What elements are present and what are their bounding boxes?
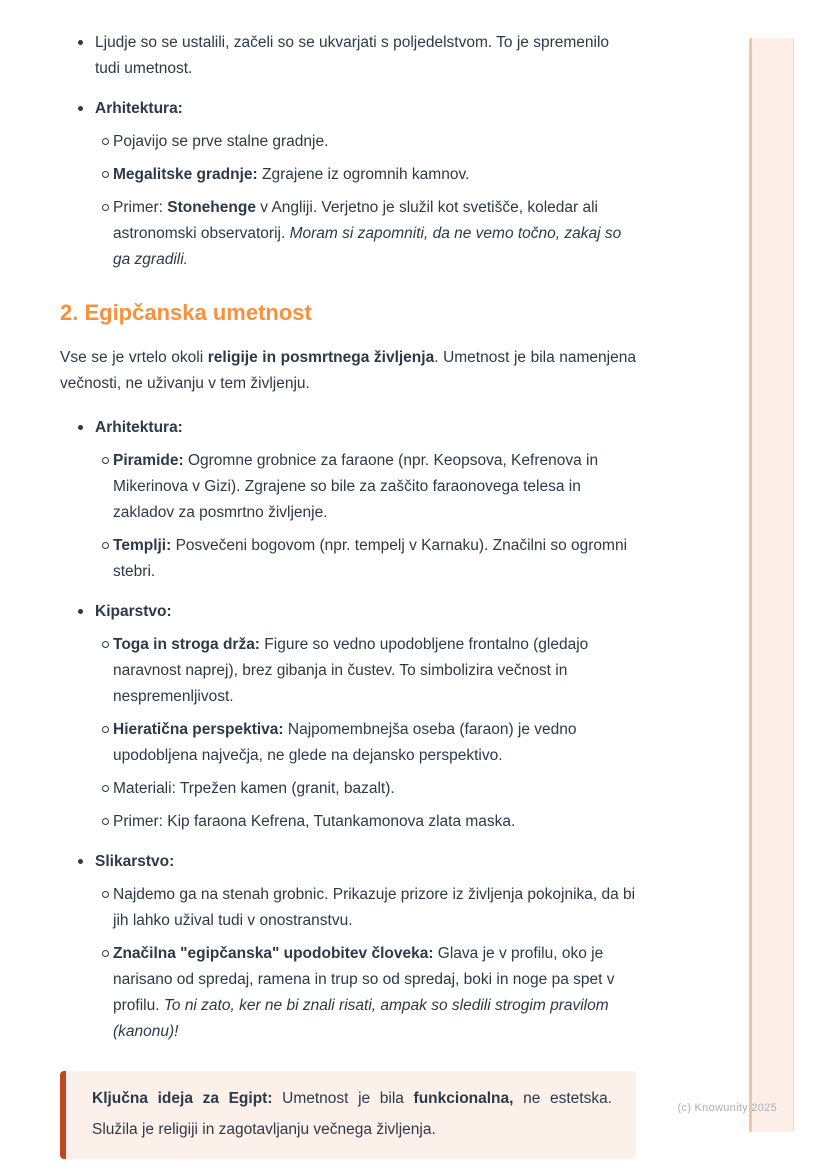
text-run: Megalitske gradnje:: [113, 166, 258, 183]
section-intro-paragraph: [60, 345, 636, 397]
text-run: Primer: Kip faraona Kefrena, Tutankamonova zlata maska.: [113, 813, 516, 830]
bullet-circle-icon: [102, 891, 109, 898]
list-item-text: [113, 945, 614, 1040]
text-run: Materiali: Trpežen kamen (granit, bazalt).: [113, 780, 395, 797]
list-item-text: [113, 721, 577, 764]
list-item: [60, 599, 636, 835]
text-run: Primer:: [113, 199, 168, 216]
bullet-circle-icon: [102, 457, 109, 464]
sub-list-item: [95, 448, 636, 526]
list-item-text: [113, 813, 515, 830]
text-run: To ni zato, ker ne bi znali risati, ampak so sledili strogim pravilom (kanonu)!: [113, 997, 609, 1040]
list-item-text: [113, 133, 328, 150]
text-run: Ogromne grobnice za faraone (npr. Keopsova, Kefrenova in Mikerinova v Gizi). Zgrajene so bile za zaščito faraonovega telesa in zakladov za posmrtno življenje.: [113, 452, 599, 521]
text-run: . Umetnost je bila namenjena večnosti, ne uživanju v tem življenju.: [60, 349, 636, 392]
text-run: Toga in stroga drža:: [113, 636, 260, 653]
list-item-text: [95, 100, 183, 117]
text-run: Templji:: [113, 537, 172, 554]
sub-list: [95, 882, 636, 1045]
sub-list-item: [95, 632, 636, 710]
list-item-text: [113, 199, 621, 268]
bullet-circle-icon: [102, 950, 109, 957]
list-item-text: [95, 34, 609, 77]
text-run: Moram si zapomniti, da ne vemo točno, zakaj so ga zgradili.: [113, 225, 622, 268]
text-run: religije in posmrtnega življenja: [207, 349, 435, 366]
text-run: Zgrajene iz ogromnih kamnov.: [257, 166, 470, 183]
bullet-circle-icon: [102, 171, 109, 178]
text-run: Kiparstvo:: [95, 603, 172, 620]
copyright-watermark: (c) Knowunity 2025: [677, 1102, 777, 1114]
sub-list-item: [95, 195, 636, 273]
text-run: Vse se je vrtelo okoli: [60, 349, 208, 366]
text-run: Ključna ideja za Egipt:: [92, 1090, 273, 1107]
text-run: Stonehenge: [167, 199, 256, 216]
sub-list-item: [95, 941, 636, 1045]
list-item-text: [95, 603, 172, 620]
bullet-circle-icon: [102, 204, 109, 211]
list-item: [60, 849, 636, 1045]
list-item-text: [95, 853, 174, 870]
bullet-list-main: [60, 415, 636, 1045]
text-run: Piramide:: [113, 452, 184, 469]
bullet-circle-icon: [102, 785, 109, 792]
sub-list-item: [95, 533, 636, 585]
sub-list-item: [95, 776, 636, 802]
sub-list-item: [95, 809, 636, 835]
list-item-text: [113, 166, 469, 183]
list-item: [60, 415, 636, 585]
text-run: Hieratična perspektiva:: [113, 721, 284, 738]
text-run: Glava je v profilu, oko je narisano od spredaj, ramena in trup so od spredaj, boki in noge pa spet v profilu.: [113, 945, 615, 1014]
text-run: funkcionalna,: [413, 1090, 514, 1107]
sub-list: [95, 129, 636, 273]
list-item-text: [113, 886, 635, 929]
sub-list-item: [95, 882, 636, 934]
sub-list-item: [95, 129, 636, 155]
text-run: Arhitektura:: [95, 419, 183, 436]
text-run: Figure so vedno upodobljene frontalno (gledajo naravnost naprej), brez gibanja in čustev. To simbolizira večnost in nespremenljivost.: [113, 636, 589, 705]
list-item-text: [113, 780, 395, 797]
key-idea-callout: [60, 1071, 636, 1159]
list-item-text: [113, 537, 627, 580]
text-run: Slikarstvo:: [95, 853, 175, 870]
text-run: Umetnost je bila: [272, 1090, 414, 1107]
bullet-disc-icon: [78, 859, 83, 864]
bullet-disc-icon: [78, 40, 83, 45]
list-item: [60, 96, 636, 273]
document-content: [60, 30, 636, 1159]
text-run: Najdemo ga na stenah grobnic. Prikazuje prizore iz življenja pokojnika, da bi jih lahko užival tudi v onostranstvu.: [113, 886, 636, 929]
text-run: Posvečeni bogovom (npr. tempelj v Karnaku). Značilni so ogromni stebri.: [113, 537, 628, 580]
bullet-circle-icon: [102, 726, 109, 733]
bullet-circle-icon: [102, 641, 109, 648]
sub-list-item: [95, 162, 636, 188]
bullet-circle-icon: [102, 818, 109, 825]
text-run: Značilna "egipčanska" upodobitev človeka:: [113, 945, 434, 962]
text-run: Najpomembnejša oseba (faraon) je vedno upodobljena največja, ne glede na dejansko perspektivo.: [113, 721, 577, 764]
text-run: ne estetska. Služila je religiji in zagotavljanju večnega življenja.: [92, 1090, 612, 1138]
bullet-circle-icon: [102, 542, 109, 549]
bullet-disc-icon: [78, 425, 83, 430]
callout-text: [92, 1083, 612, 1145]
text-run: Arhitektura:: [95, 100, 183, 117]
list-item-text: [95, 419, 183, 436]
list-item: [60, 30, 636, 82]
page-margin-highlight-strip: [749, 38, 794, 1132]
bullet-list-top: [60, 30, 636, 273]
text-run: v Angliji. Verjetno je služil kot svetišče, koledar ali astronomski observatorij.: [113, 199, 598, 242]
bullet-circle-icon: [102, 138, 109, 145]
text-run: Ljudje so se ustalili, začeli so se ukvarjati s poljedelstvom. To je spremenilo tudi umetnost.: [95, 34, 610, 77]
list-item-text: [113, 452, 598, 521]
bullet-disc-icon: [78, 106, 83, 111]
sub-list-item: [95, 717, 636, 769]
list-item-text: [113, 636, 588, 705]
sub-list: [95, 632, 636, 835]
section-heading: 2. Egipčanska umetnost: [60, 300, 312, 325]
sub-list: [95, 448, 636, 585]
bullet-disc-icon: [78, 609, 83, 614]
text-run: Pojavijo se prve stalne gradnje.: [113, 133, 329, 150]
